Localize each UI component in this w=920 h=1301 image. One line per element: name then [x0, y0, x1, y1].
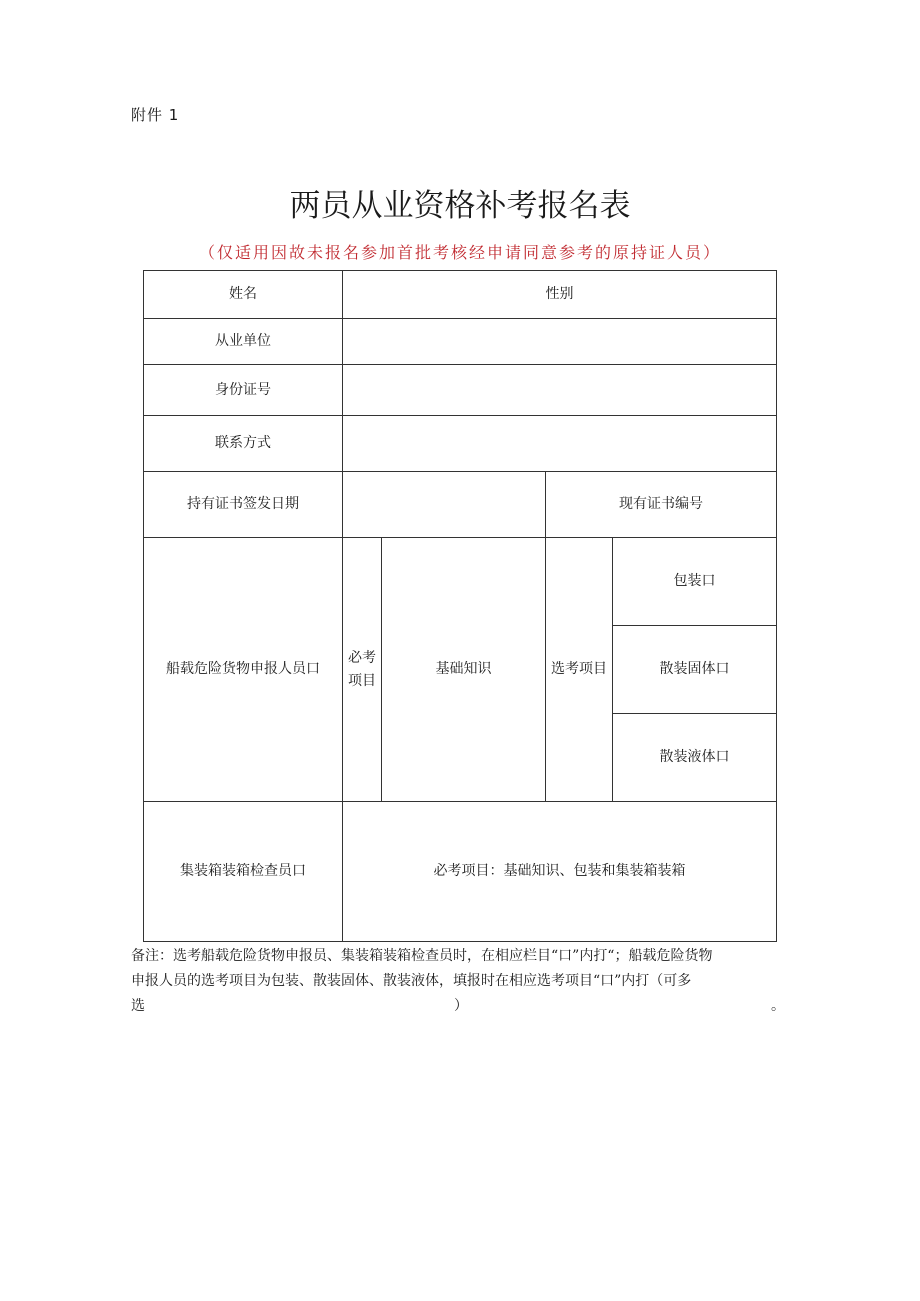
form-subtitle: （仅适用因故未报名参加首批考核经申请同意参考的原持证人员） [198, 243, 721, 262]
registration-form-table [143, 270, 777, 942]
table-row-container-inspector [144, 802, 777, 942]
note-line-3 [131, 994, 791, 1019]
dangerous-goods-declarer-option[interactable]: 船载危险货物申报人员口 [144, 538, 343, 802]
gender-label[interactable]: 性别 [343, 271, 777, 319]
cert-issue-date-field[interactable] [343, 472, 546, 538]
table-row-employer [144, 319, 777, 365]
note-line-1: 备注：选考船载危险货物申报员、集装箱装箱检查员时，在相应栏目“口”内打“；船载危险货物 [131, 948, 713, 964]
id-number-label: 身份证号 [144, 365, 343, 416]
table-row-name-gender [144, 271, 777, 319]
note-line-3-end: 。 [771, 998, 785, 1014]
form-title: 两员从业资格补考报名表 [289, 188, 631, 224]
table-row-id-number [144, 365, 777, 416]
note-line-3-start: 选 [131, 998, 145, 1014]
contact-field[interactable] [343, 416, 777, 472]
container-inspector-option[interactable]: 集装箱装箱检查员口 [144, 802, 343, 942]
required-label: 必考项目 [343, 538, 382, 802]
required-subject: 基础知识 [382, 538, 546, 802]
employer-field[interactable] [343, 319, 777, 365]
table-row-declarer-1 [144, 538, 777, 626]
employer-label: 从业单位 [144, 319, 343, 365]
note-line-3-paren: ） [454, 998, 468, 1014]
optional-item-bulk-solid[interactable]: 散装固体口 [613, 626, 777, 714]
name-label: 姓名 [144, 271, 343, 319]
table-row-contact [144, 416, 777, 472]
note [131, 944, 791, 1019]
optional-label: 选考项目 [546, 538, 613, 802]
container-inspector-required: 必考项目：基础知识、包装和集装箱装箱 [343, 802, 777, 942]
cert-number-label: 现有证书编号 [546, 472, 777, 538]
contact-label: 联系方式 [144, 416, 343, 472]
note-line-2: 申报人员的选考项目为包装、散装固体、散装液体，填报时在相应选考项目“口”内打（可多 [131, 973, 692, 989]
attachment-label: 附件 1 [131, 106, 180, 124]
id-number-field[interactable] [343, 365, 777, 416]
table-row-certificate [144, 472, 777, 538]
optional-item-bulk-liquid[interactable]: 散装液体口 [613, 714, 777, 802]
cert-issue-date-label: 持有证书签发日期 [144, 472, 343, 538]
optional-item-packaging[interactable]: 包装口 [613, 538, 777, 626]
